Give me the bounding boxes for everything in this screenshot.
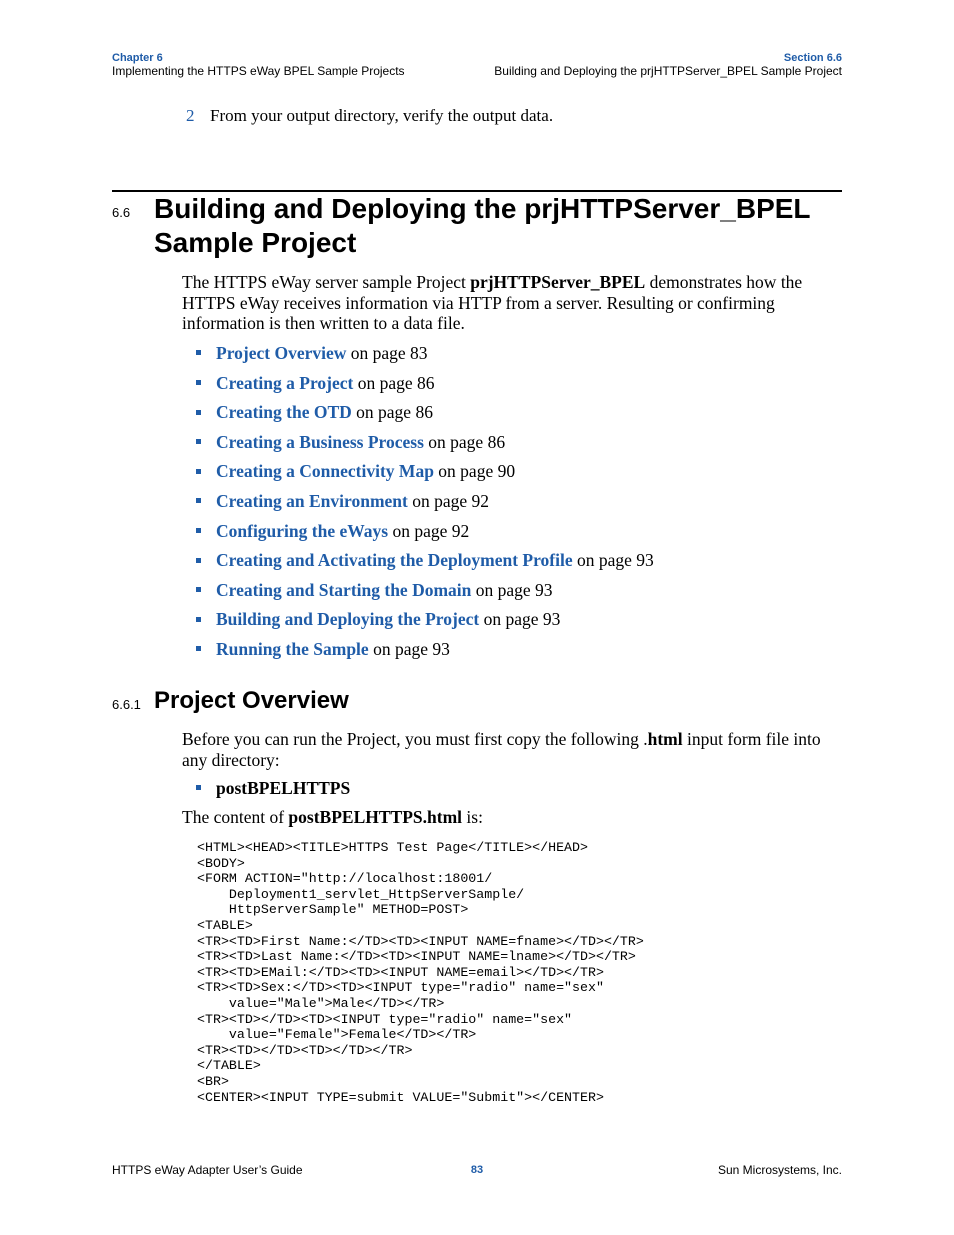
page-header-left [112, 52, 405, 78]
link-creating-and-starting-the-domain[interactable]: Creating and Starting the Domain [216, 579, 472, 600]
bullet-icon [196, 617, 201, 622]
code-block: <HTML><HEAD><TITLE>HTTPS Test Page</TITLE></HEAD> <BODY> <FORM ACTION="http://localhost:18001/ Deployment1_servlet_HttpServerSample/ HttpServerSample" METHOD=POST> <TABLE> <TR><TD>First Name:</TD><TD><INPUT NAME=fname></TD></TR> <TR><TD>Last Name:</TD><TD><INPUT NAME=lname></TD></TR> <TR><TD>EMail:</TD><TD><INPUT NAME=email></TD></TR> <TR><TD>Sex:</TD><TD><INPUT type="radio" name="sex" value="Male">Male</TD></TR> <TR><TD></TD><TD><INPUT type="radio" name="sex" value="Female">Female</TD></TR> <TR><TD></TD><TD></TD></TR> </TABLE> <BR> <CENTER><INPUT TYPE=submit VALUE="Submit"></CENTER> [197, 840, 644, 1105]
page-ref: on page 93 [572, 550, 654, 571]
chapter-label: Chapter 6 [112, 52, 163, 64]
page-ref: on page 93 [471, 579, 553, 600]
bullet-icon [196, 469, 201, 474]
bullet-icon [196, 785, 201, 790]
list-item [196, 578, 654, 608]
content-text-rest: is: [462, 807, 483, 827]
link-deployment-profile[interactable]: Creating and Activating the Deployment Profile [216, 550, 573, 571]
html-term: html [647, 729, 683, 749]
bullet-icon [196, 528, 201, 533]
link-configuring-the-eways[interactable]: Configuring the eWays [216, 520, 389, 541]
chapter-title: Implementing the HTTPS eWay BPEL Sample Projects [112, 64, 405, 78]
page-ref: on page 86 [351, 402, 433, 423]
section-label: Section 6.6 [783, 52, 842, 64]
list-item [196, 459, 654, 489]
link-creating-an-environment[interactable]: Creating an Environment [216, 490, 408, 511]
link-creating-a-business-process[interactable]: Creating a Business Process [216, 431, 424, 452]
list-item [196, 607, 654, 637]
subsection-number: 6.6.1 [112, 697, 141, 712]
content-text: The content of [182, 807, 289, 827]
file-name: postBPELHTTPS [216, 778, 351, 798]
page-ref: on page 86 [353, 372, 435, 393]
toc-link-list [196, 341, 654, 667]
list-item [196, 637, 654, 667]
page-ref: on page 93 [368, 638, 450, 659]
page-ref: on page 90 [433, 461, 516, 482]
list-item [196, 400, 654, 430]
subsection-paragraph [182, 729, 842, 770]
footer-guide-title: HTTPS eWay Adapter User’s Guide [112, 1163, 303, 1177]
step-item [186, 106, 553, 126]
project-name: prjHTTPServer_BPEL [470, 272, 646, 292]
content-file-name: postBPELHTTPS.html [288, 807, 463, 827]
link-project-overview[interactable]: Project Overview [216, 343, 347, 363]
subsection-title: Project Overview [154, 687, 349, 714]
page-ref: on page 92 [388, 520, 470, 541]
footer-company: Sun Microsystems, Inc. [717, 1163, 842, 1177]
section-title: Building and Deploying the prjHTTPServer_BPEL Sample Project [154, 193, 811, 258]
bullet-icon [196, 380, 201, 385]
list-item [196, 371, 654, 401]
section-header-title: Building and Deploying the prjHTTPServer_BPEL Sample Project [494, 64, 842, 78]
page-ref: on page 83 [346, 343, 428, 363]
section-intro [182, 272, 842, 334]
bullet-icon [196, 587, 201, 592]
file-list-item [196, 776, 350, 800]
link-building-and-deploying-the-project[interactable]: Building and Deploying the Project [216, 609, 480, 630]
intro-text: The HTTPS eWay server sample Project [182, 272, 471, 292]
link-creating-the-otd[interactable]: Creating the OTD [216, 402, 352, 423]
section-number: 6.6 [112, 205, 131, 220]
page-ref: on page 93 [479, 609, 561, 630]
paragraph-text-rest: input form file into any directory: [182, 729, 821, 770]
bullet-icon [196, 498, 201, 503]
list-item [196, 548, 654, 578]
intro-text-rest: demonstrates how the HTTPS eWay receives information via HTTP from a server. Resulting or confirming information is then written to a data file. [182, 272, 803, 333]
list-item [196, 519, 654, 549]
list-item [196, 430, 654, 460]
step-text: From your output directory, verify the output data. [210, 106, 554, 125]
page-header-right [494, 52, 842, 78]
step-number: 2 [186, 106, 195, 125]
link-creating-a-project[interactable]: Creating a Project [216, 372, 354, 393]
content-intro [182, 807, 842, 828]
bullet-icon [196, 558, 201, 563]
bullet-icon [196, 439, 201, 444]
paragraph-text: Before you can run the Project, you must first copy the following . [182, 729, 648, 749]
link-creating-a-connectivity-map[interactable]: Creating a Connectivity Map [216, 461, 434, 482]
page-ref: on page 92 [407, 490, 490, 511]
bullet-icon [196, 410, 201, 415]
list-item [196, 489, 654, 519]
page-ref: on page 86 [423, 431, 506, 452]
link-running-the-sample[interactable]: Running the Sample [216, 638, 369, 659]
page-number: 83 [470, 1164, 484, 1176]
bullet-icon [196, 350, 201, 355]
bullet-icon [196, 646, 201, 651]
list-item [196, 341, 654, 371]
